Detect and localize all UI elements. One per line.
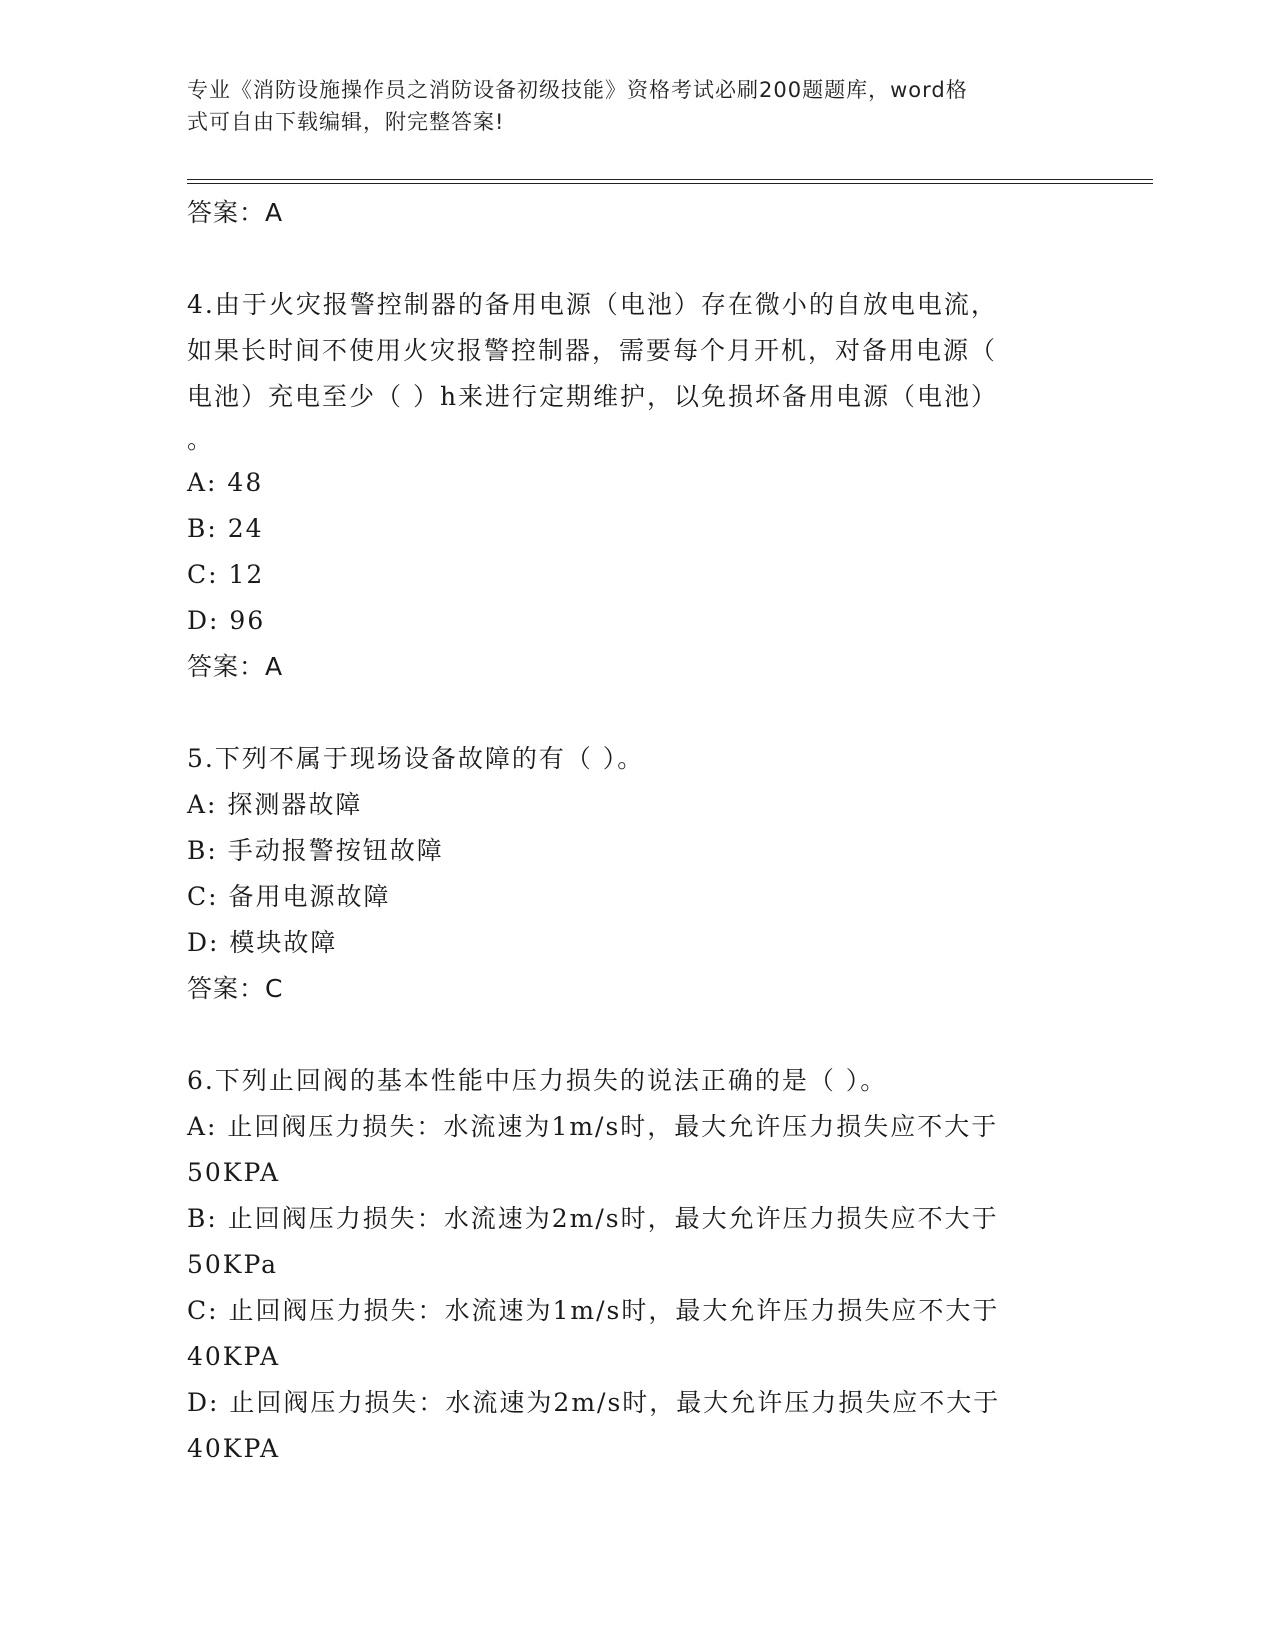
option-a: A: 止回阀压力损失：水流速为1m/s时，最大允许压力损失应不大于 [187,1112,999,1141]
option-b: B: 手动报警按钮故障 [187,836,444,865]
question-text-line: 4.由于火灾报警控制器的备用电源（电池）存在微小的自放电电流， [187,290,998,319]
spacer [187,690,1087,736]
option-d: D: 止回阀压力损失：水流速为2m/s时，最大允许压力损失应不大于 [187,1388,1001,1417]
spacer [187,1012,1087,1058]
question-content [187,190,1087,1472]
header-rule-top [187,179,1153,180]
question-text-line: 6.下列止回阀的基本性能中压力损失的说法正确的是（ ）。 [187,1066,888,1095]
question-text-line: 5.下列不属于现场设备故障的有（ ）。 [187,744,645,773]
question-5 [187,736,1087,1012]
answer-4: 答案：A [187,652,284,681]
question-6 [187,1058,1087,1472]
option-d: D: 模块故障 [187,928,338,957]
option-c: C: 止回阀压力损失：水流速为1m/s时，最大允许压力损失应不大于 [187,1296,1000,1325]
option-a: A: 48 [187,468,264,497]
option-a-continued: 50KPA [187,1158,281,1187]
spacer [187,236,1087,282]
option-a: A: 探测器故障 [187,790,363,819]
option-b-continued: 50KPa [187,1250,279,1279]
header-line-1: 专业《消防设施操作员之消防设备初级技能》资格考试必刷200题题库，word格 [187,78,968,102]
option-d-continued: 40KPA [187,1434,281,1463]
header-line-2: 式可自由下载编辑，附完整答案! [187,110,505,134]
header-rule-bottom [187,183,1153,184]
previous-answer: 答案：A [187,198,284,227]
option-c: C: 12 [187,560,265,589]
question-4 [187,282,1087,690]
document-header [187,74,1067,138]
question-text-line: 电池）充电至少（ ）h来进行定期维护，以免损坏备用电源（电池） [187,382,999,411]
option-d: D: 96 [187,606,266,635]
question-text-line: 。 [187,425,215,454]
option-c: C: 备用电源故障 [187,882,391,911]
option-b: B: 止回阀压力损失：水流速为2m/s时，最大允许压力损失应不大于 [187,1204,999,1233]
question-text-line: 如果长时间不使用火灾报警控制器，需要每个月开机，对备用电源（ [187,336,998,365]
option-c-continued: 40KPA [187,1342,281,1371]
option-b: B: 24 [187,514,264,543]
answer-5: 答案：C [187,974,284,1003]
